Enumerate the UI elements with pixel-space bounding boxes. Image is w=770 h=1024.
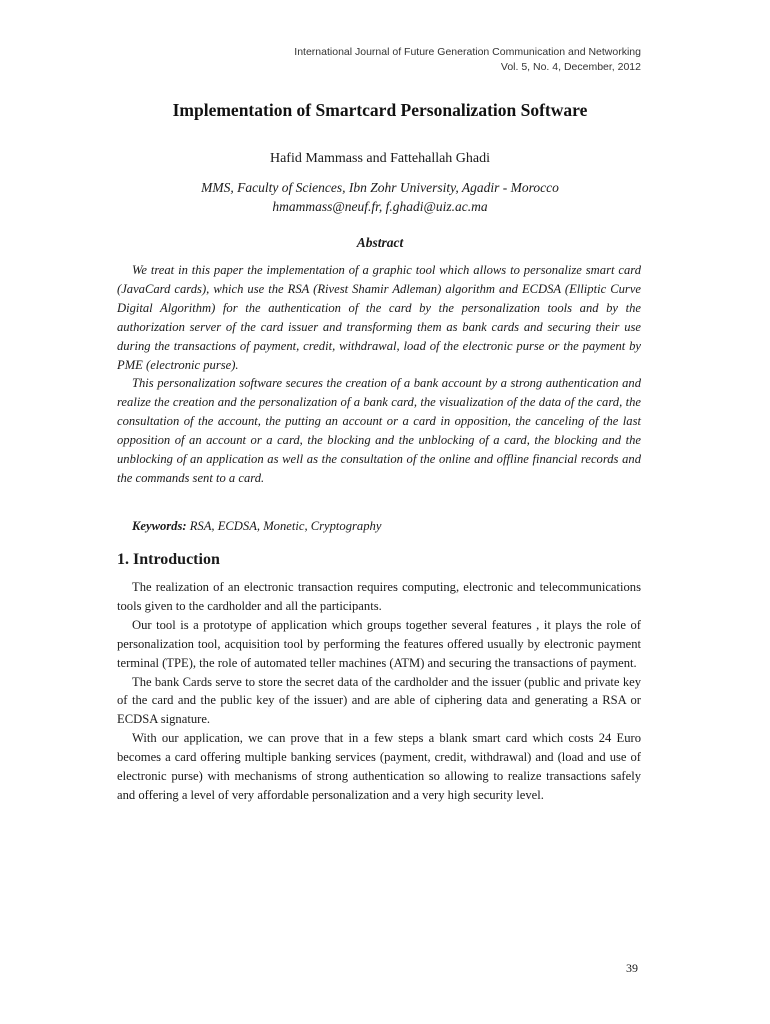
section-heading: 1. Introduction [117, 551, 220, 568]
affiliation: MMS, Faculty of Sciences, Ibn Zohr University, Agadir - Morocco [201, 180, 559, 195]
affiliation-block [0, 178, 760, 216]
intro-paragraph: The realization of an electronic transaction requires computing, electronic and telecommunications tools given to the cardholder and all the participants. [117, 580, 641, 613]
page-number: 39 [626, 961, 638, 975]
abstract-paragraph: We treat in this paper the implementation of a graphic tool which allows to personalize smart card (JavaCard cards), which use the RSA (Rivest Shamir Adleman) algorithm and ECDSA (Elliptic Curve Digital Algorithm) for the authentication of the card by the personalization tools and by the authorization server of the card issuer and transforming them as bank cards and securing their use during the transactions of payment, credit, withdrawal, load of the electronic purse or the payment by PME (electronic purse). [117, 263, 641, 372]
keywords-label: Keywords: [132, 519, 187, 533]
introduction-body [117, 578, 641, 805]
volume-info: Vol. 5, No. 4, December, 2012 [500, 61, 641, 73]
keywords-text: RSA, ECDSA, Monetic, Cryptography [189, 519, 382, 533]
authors: Hafid Mammass and Fattehallah Ghadi [269, 151, 491, 166]
intro-paragraph: With our application, we can prove that in a few steps a blank smart card which costs 24 Euro becomes a card offering multiple banking services (payment, credit, withdrawal) and (load and use of electronic purse) with mechanisms of strong authentication so allowing to realize transactions safely and offering a level of very affordable personalization and a very high security level. [117, 731, 641, 802]
intro-paragraph: Our tool is a prototype of application which groups together several features , it plays the role of personalization tool, acquisition tool by performing the features offered usually by electronic payment terminal (TPE), the role of automated teller machines (ATM) and securing the transactions of payment. [117, 617, 641, 670]
journal-name: International Journal of Future Generation Communication and Networking [294, 46, 641, 58]
abstract-paragraph: This personalization software secures the creation of a bank account by a strong authentication and realize the creation and the personalization of a bank card, the visualization of the data of the card, the consultation of the account, the putting an account or a card in opposition, the canceling of the last opposition of an account or a card, the blocking and the unblocking of a card, the blocking and the unblocking of an application as well as the consultation of the online and offline financial records and the commands sent to a card. [117, 376, 641, 485]
paper-title: Implementation of Smartcard Personalization Software [172, 100, 588, 120]
intro-paragraph: The bank Cards serve to store the secret data of the cardholder and the issuer (public and private key of the card and the public key of the issuer) and are able of ciphering data and generating a RSA or ECDSA signature. [117, 674, 641, 727]
emails: hmammass@neuf.fr, f.ghadi@uiz.ac.ma [272, 199, 488, 214]
abstract-heading: Abstract [356, 235, 404, 250]
abstract-body [117, 261, 641, 488]
running-header [294, 45, 641, 75]
keywords [132, 519, 381, 534]
